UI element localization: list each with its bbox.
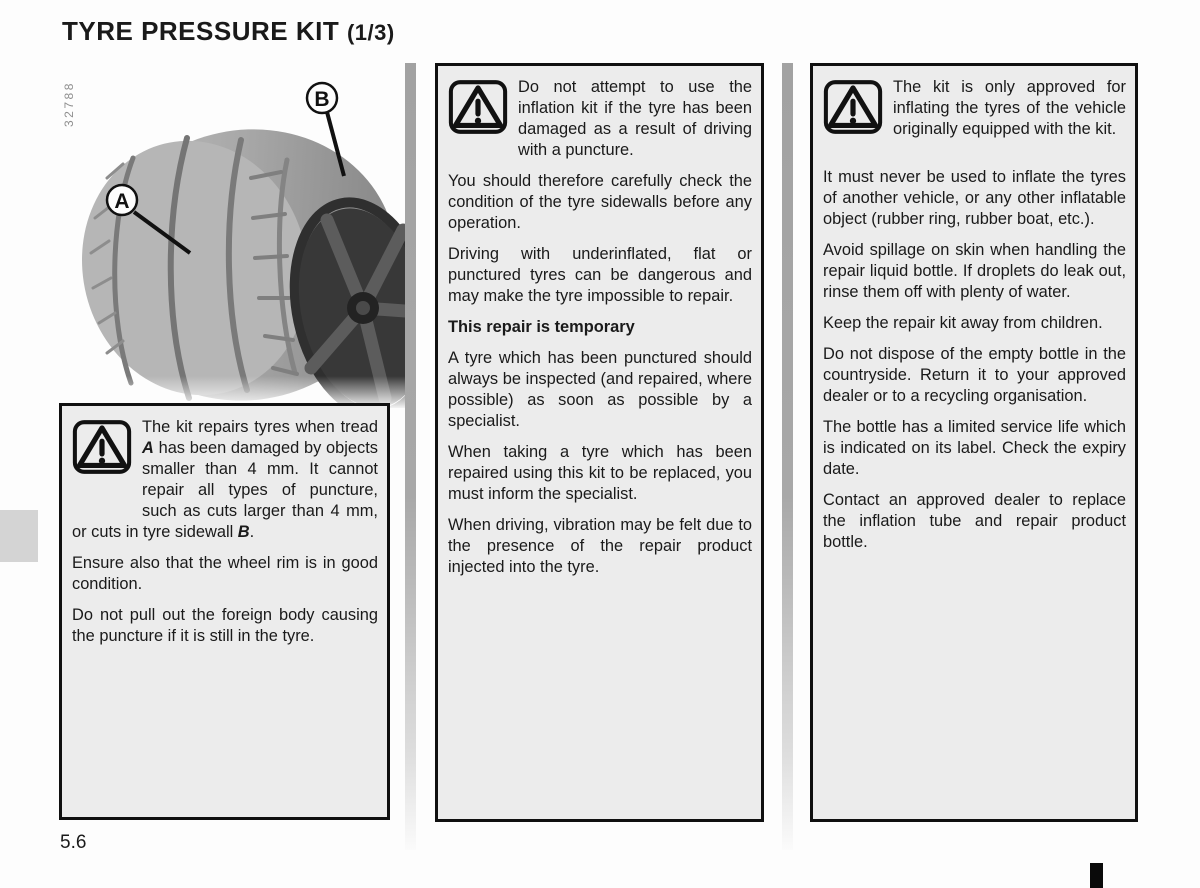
warning-triangle-icon bbox=[448, 79, 508, 167]
right-box-paragraph-1: The kit is only approved for inflating the tyres of the vehicle originally equipped with the kit. bbox=[893, 78, 1126, 138]
warning-triangle-icon bbox=[823, 79, 883, 167]
label-a: A bbox=[114, 190, 130, 213]
label-b: B bbox=[314, 88, 330, 111]
column-separator bbox=[782, 63, 793, 850]
middle-box-paragraph-1: Do not attempt to use the inflation kit if the tyre has been damaged as a result of driving with a puncture. bbox=[518, 78, 752, 159]
middle-box-paragraph-2: You should therefore carefully check the condition of the tyre sidewalls before any operation. bbox=[448, 172, 752, 232]
tyre-figure bbox=[55, 68, 405, 408]
tyre-photo-illustration bbox=[55, 68, 405, 408]
middle-warning-box bbox=[435, 63, 764, 822]
text-run: The kit repairs tyres when tread bbox=[142, 418, 378, 436]
section-thumb-tab bbox=[0, 510, 38, 562]
figure-reference-number: 32788 bbox=[62, 81, 76, 127]
middle-box-paragraph-3: Driving with underinflated, flat or punctured tyres can be dangerous and may make the tyre impossible to repair. bbox=[448, 245, 752, 305]
right-box-paragraph-3: Avoid spillage on skin when handling the repair liquid bottle. If droplets do leak out, rinse them off with plenty of water. bbox=[823, 241, 1126, 301]
left-box-paragraph-3: Do not pull out the foreign body causing the puncture if it is still in the tyre. bbox=[72, 606, 378, 645]
text-run: has been damaged by objects smaller than 4 mm. It cannot repair all types of puncture, such as cuts larger than 4 mm, or cuts in tyre sidewall bbox=[72, 439, 378, 541]
middle-box-heading: This repair is temporary bbox=[448, 318, 635, 336]
tread-label-ref: A bbox=[142, 439, 154, 457]
right-box-paragraph-2: It must never be used to inflate the tyres of another vehicle, or any other inflatable object (rubber ring, rubber boat, etc.). bbox=[823, 168, 1126, 228]
sidewall-label-ref: B bbox=[237, 523, 250, 541]
middle-box-paragraph-4: A tyre which has been punctured should always be inspected (and repaired, where possible) as soon as possible by a specialist. bbox=[448, 349, 752, 430]
right-box-paragraph-4: Keep the repair kit away from children. bbox=[823, 314, 1103, 332]
page-title-pagination: (1/3) bbox=[346, 20, 395, 45]
left-warning-box bbox=[59, 403, 390, 820]
column-separator bbox=[405, 63, 416, 850]
right-box-paragraph-5: Do not dispose of the empty bottle in the countryside. Return it to your approved dealer or to a recycling organisation. bbox=[823, 345, 1126, 405]
middle-box-paragraph-6: When driving, vibration may be felt due to the presence of the repair product injected into the tyre. bbox=[448, 516, 752, 576]
middle-box-paragraph-5: When taking a tyre which has been repaired using this kit to be replaced, you must inform the specialist. bbox=[448, 443, 752, 503]
text-run: . bbox=[249, 523, 255, 541]
warning-triangle-icon bbox=[72, 419, 132, 507]
page-number: 5.6 bbox=[60, 832, 87, 853]
right-warning-box bbox=[810, 63, 1138, 822]
right-box-paragraph-7: Contact an approved dealer to replace the inflation tube and repair product bottle. bbox=[823, 491, 1126, 551]
print-registration-mark bbox=[1090, 863, 1103, 888]
page-title-text: TYRE PRESSURE KIT bbox=[62, 16, 340, 46]
page-title bbox=[62, 16, 395, 47]
right-box-paragraph-6: The bottle has a limited service life which is indicated on its label. Check the expiry date. bbox=[823, 418, 1126, 478]
left-box-paragraph-2: Ensure also that the wheel rim is in good condition. bbox=[72, 554, 378, 593]
